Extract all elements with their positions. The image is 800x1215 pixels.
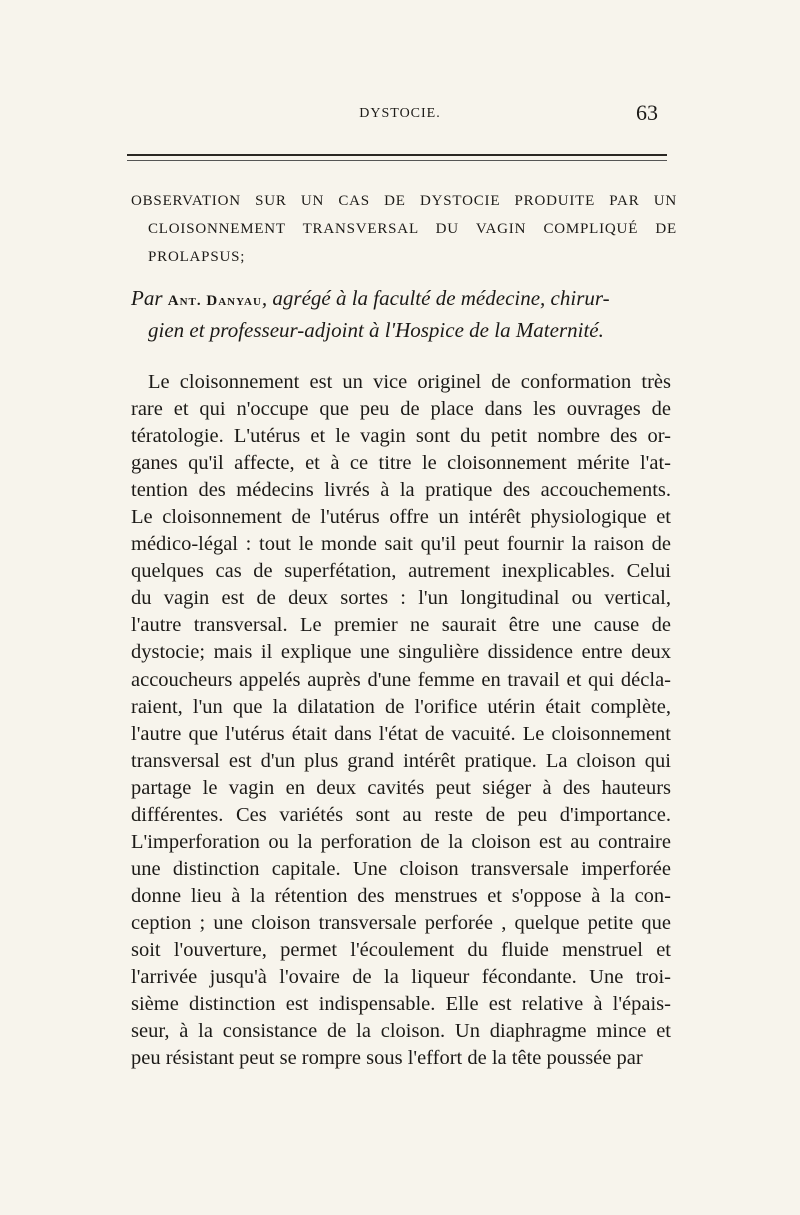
- text-line: donne lieu à la rétention des menstrues et s'oppose à la con-: [131, 884, 671, 907]
- author-line: [131, 284, 679, 345]
- title-line: OBSERVATION SUR UN CAS DE DYSTOCIE PRODUITE PAR UN: [131, 193, 677, 209]
- text-line: une distinction capitale. Une cloison transversale imperforée: [131, 857, 671, 880]
- text-line: tention des médecins livrés à la pratique des accouchements.: [131, 479, 671, 502]
- text-line: Le cloisonnement est un vice originel de conformation très: [148, 371, 671, 393]
- text-line: accoucheurs appelés auprès d'une femme en travail et qui décla-: [131, 668, 671, 691]
- body-paragraph: [131, 369, 671, 1072]
- running-title: DYSTOCIE.: [359, 106, 441, 121]
- text-line: partage le vagin en deux cavités peut siéger à des hauteurs: [131, 776, 671, 799]
- text-line: l'arrivée jusqu'à l'ovaire de la liqueur fécondante. Une troi-: [131, 966, 671, 989]
- header-rule-thick: [127, 154, 667, 156]
- title-line: CLOISONNEMENT TRANSVERSAL DU VAGIN COMPLIQUÉ DE: [148, 221, 677, 237]
- text-line: Le cloisonnement de l'utérus offre un intérêt physiologique et: [131, 506, 671, 529]
- text-line: seur, à la consistance de la cloison. Un diaphragme mince et: [131, 1020, 671, 1043]
- text-line: peu résistant peut se rompre sous l'effort de la tête poussée par: [131, 1047, 643, 1070]
- author-name: Ant. Danyau: [167, 293, 262, 309]
- text-line: raient, l'un que la dilatation de l'orifice utérin était complète,: [131, 695, 671, 718]
- text-line: l'autre transversal. Le premier ne saurait être une cause de: [131, 614, 671, 637]
- text-line: transversal est d'un plus grand intérêt pratique. La cloison qui: [131, 749, 671, 772]
- text-line: quelques cas de superfétation, autrement inexplicables. Celui: [131, 560, 671, 583]
- text-line: rare et qui n'occupe que peu de place dans les ouvrages de: [131, 398, 671, 421]
- observation-title: [131, 187, 677, 271]
- author-credentials: , agrégé à la faculté de médecine, chirur-: [261, 286, 610, 310]
- author-prefix: Par: [131, 286, 168, 310]
- text-line: du vagin est de deux sortes : l'un longitudinal ou vertical,: [131, 587, 671, 610]
- title-line: PROLAPSUS;: [148, 249, 246, 265]
- header-rule-thin: [127, 160, 667, 161]
- text-line: dystocie; mais il explique une singulière dissidence entre deux: [131, 641, 671, 664]
- text-line: médico-légal : tout le monde sait qu'il peut fournir la raison de: [131, 533, 671, 556]
- text-line: ception ; une cloison transversale perforée , quelque petite que: [131, 911, 671, 934]
- author-credentials-cont: gien et professeur-adjoint à l'Hospice de la Maternité.: [148, 318, 604, 342]
- text-line: soit l'ouverture, permet l'écoulement du fluide menstruel et: [131, 938, 671, 961]
- page-number: 63: [636, 100, 658, 125]
- text-line: ganes qu'il affecte, et à ce titre le cloisonnement mérite l'at-: [131, 452, 671, 475]
- text-line: tératologie. L'utérus et le vagin sont du petit nombre des or-: [131, 425, 671, 448]
- text-line: sième distinction est indispensable. Elle est relative à l'épais-: [131, 993, 671, 1016]
- text-line: différentes. Ces variétés sont au reste de peu d'importance.: [131, 803, 671, 826]
- running-header: [130, 98, 670, 128]
- text-line: l'autre que l'utérus était dans l'état de vacuité. Le cloisonnement: [131, 722, 671, 745]
- text-line: L'imperforation ou la perforation de la cloison est au contraire: [131, 830, 671, 853]
